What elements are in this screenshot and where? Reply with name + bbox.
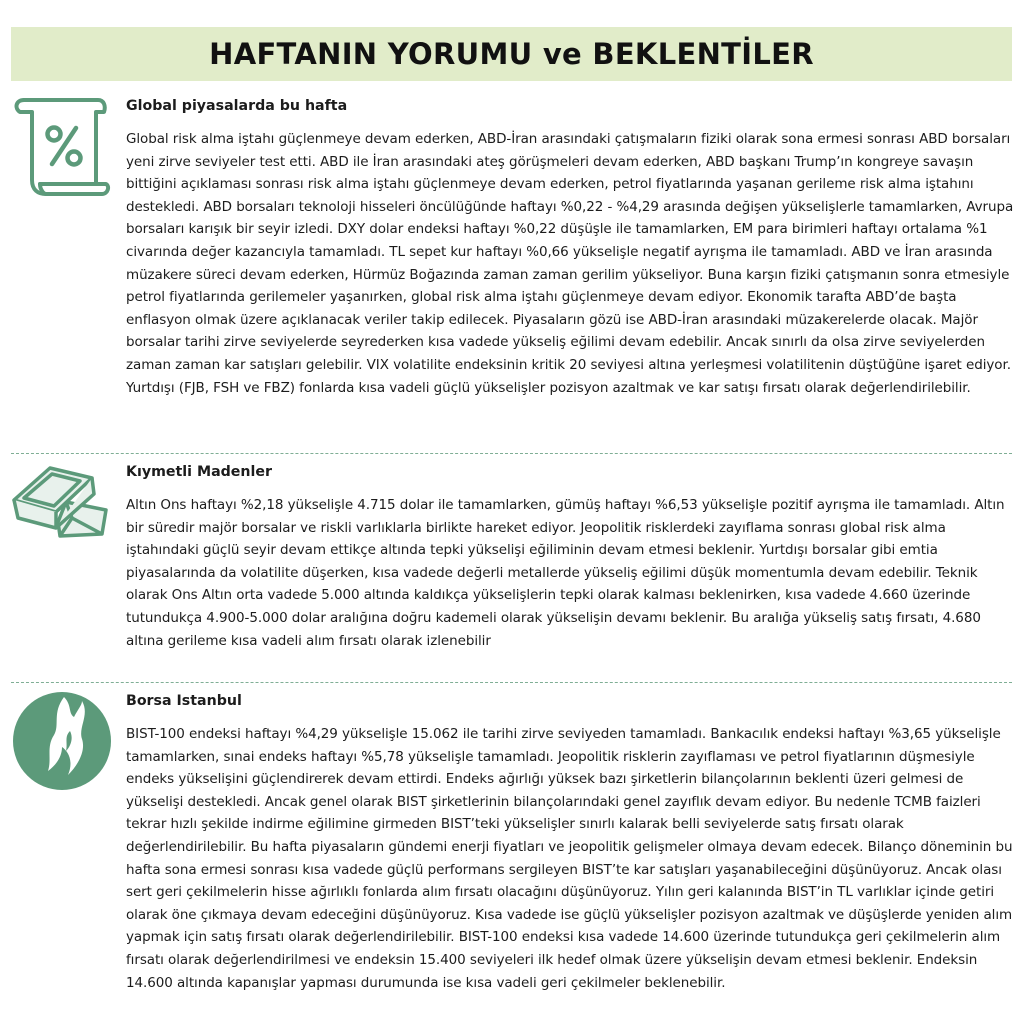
- section-title: Kıymetli Madenler: [126, 464, 273, 480]
- page-title: HAFTANIN YORUMU ve BEKLENTİLER: [209, 37, 814, 71]
- section-body: [126, 691, 1016, 994]
- section-body: [126, 96, 1016, 399]
- percent-scroll-icon: [10, 96, 112, 198]
- section-text: Global risk alma iştahı güçlenmeye devam ederken, ABD-İran arasındaki çatışmaların fiziki olarak sona ermesi sonrası ABD borsaları yeni zirve seviyeler test etti. ABD ile İran arasındaki ateş görüşmeleri devam ederken, ABD başkanı Trump’ın kongreye savaşın bittiğini açıklaması sonrası risk alma iştahı güçlenmeye devam ederken, petrol fiyatlarında yaşanan gerileme risk alma iştahını destekledi. ABD borsaları teknoloji hisseleri öncülüğünde haftayı %0,22 - %4,29 arasında değişen yükselişlerle tamamlarken, Avrupa borsaları karışık bir seyir izledi. DXY dolar endeksi haftayı %0,22 düşüşle ile tamamlarken, EM para birimleri haftayı ortalama %1 civarında değer kazancıyla tamamladı. TL sepet kur haftayı %0,66 yükselişle negatif ayrışma ile tamamladı. ABD ve İran arasında müzakere süreci devam ederken, Hürmüz Boğazında zaman zaman gerilim yükseliyor. Buna karşın fiziki çatışmanın sonra etmesiyle petrol fiyatlarında gerilemeler yaşanırken, global risk alma iştahı güçlenmeye devam ediyor. Ekonomik tarafta ABD’de başta enflasyon olmak üzere açıklanacak veriler takip edilecek. Piyasaların gözü ise ABD-İran arasındaki müzakerelerde olacak. Majör borsalar tarihi zirve seviyelerde seyrederken kısa vadede yükseliş eğilimi devam edebilir. Ancak sınırlı da olsa zirve seviyelerden zaman zaman kar satışları gelebilir. VIX volatilite endeksinin kritik 20 seviyesi altına yerleşmesi volatilitenin düştüğüne işaret ediyor. Yurtdışı (FJB, FSH ve FBZ) fonlarda kısa vadeli güçlü yükselişler pozisyon azaltmak ve kar satışı fırsatı olarak değerlendirilebilir.: [126, 131, 1014, 396]
- section-divider: [11, 453, 1012, 454]
- gold-bars-icon: [10, 462, 114, 544]
- section-title: Global piyasalarda bu hafta: [126, 98, 348, 114]
- section-text: BIST-100 endeksi haftayı %4,29 yükselişle 15.062 ile tarihi zirve seviyeden tamamladı. Bankacılık endeksi haftayı %3,65 yükselişle tamamlarken, sınai endeks haftayı %5,78 yükselişle tamamladı. Jeopolitik risklerin zayıflaması ve petrol fiyatlarının düşmesiyle endeks yükselişini güçlendirerek devam ettirdi. Endeks ağırlığı yüksek bazı şirketlerin bilançolarının beklenti üzeri gelmesi de yükselişi destekledi. Ancak genel olarak BIST şirketlerinin bilançolarındaki genel zayıflık devam ediyor. Bu nedenle TCMB faizleri tekrar hızlı şekilde indirme eğilimine girmeden BIST’teki yükselişler sınırlı kalarak belli seviyelerde satış fırsatı olarak değerlendirilebilir. Bu hafta piyasaların gündemi enerji fiyatları ve jeopolitik gelişmeler olmaya devam edecek. Bilanço döneminin bu hafta sona ermesi sonrası kısa vadede güçlü performans sergileyen BIST’te kar satışları yaşanabileceğini düşünüyoruz. Ancak olası sert geri çekilmelerin hisse ağırlıklı fonlarda alım fırsatı olacağını düşünüyoruz. Yılın geri kalanında BIST’in TL varlıklar içinde getiri olarak öne çıkmaya devam edeceğini düşünüyoruz. Kısa vadede ise güçlü yükselişler pozisyon azaltmak ve düşüşlerde yeniden alım yapmak için satış fırsatı olarak değerlendirilebilir. BIST-100 endeksi kısa vadede 14.600 üzerinde tutundukça geri çekilmelerin alım fırsatı olarak değerlendirilmesi ve endeksin 15.400 seviyeleri ilk hedef olmak üzere yükselişin devam etmesi beklenir. Endeksin 14.600 altında kapanışlar yapması durumunda ise kısa vadeli geri çekilmeler beklenebilir.: [126, 726, 1013, 991]
- section-body: [126, 462, 1016, 652]
- section-text: Altın Ons haftayı %2,18 yükselişle 4.715 dolar ile tamamlarken, gümüş haftayı %6,53 yükselişle pozitif ayrışma ile tamamladı. Altın bir süredir majör borsalar ve riskli varlıklarla birlikte hareket ediyor. Jeopolitik risklerdeki zayıflama sonrası global risk alma iştahındaki güçlü seyir devam ettikçe altında tepki yükselişi eğiliminin devam etmesi beklenir. Yurtdışı borsalar gibi emtia piyasalarında da volatilite düşerken, kısa vadede değerli metallerde yükseliş eğilimi düşük momentumla devam edebilir. Teknik olarak Ons Altın orta vadede 5.000 altında kaldıkça yükselişlerin tepki olarak kalması beklenirken, kısa vadede 4.660 üzerinde tutundukça 4.900-5.000 dolar aralığına doğru kademeli olarak yükselişin devamı beklenir. Bu aralığa yükseliş satış fırsatı, 4.680 altına gerileme kısa vadeli alım fırsatı olarak izlenebilir: [126, 497, 1005, 649]
- section-title: Borsa Istanbul: [126, 693, 242, 709]
- borsa-istanbul-logo-icon: [12, 691, 112, 791]
- header-banner: [11, 27, 1012, 81]
- section-divider: [11, 682, 1012, 683]
